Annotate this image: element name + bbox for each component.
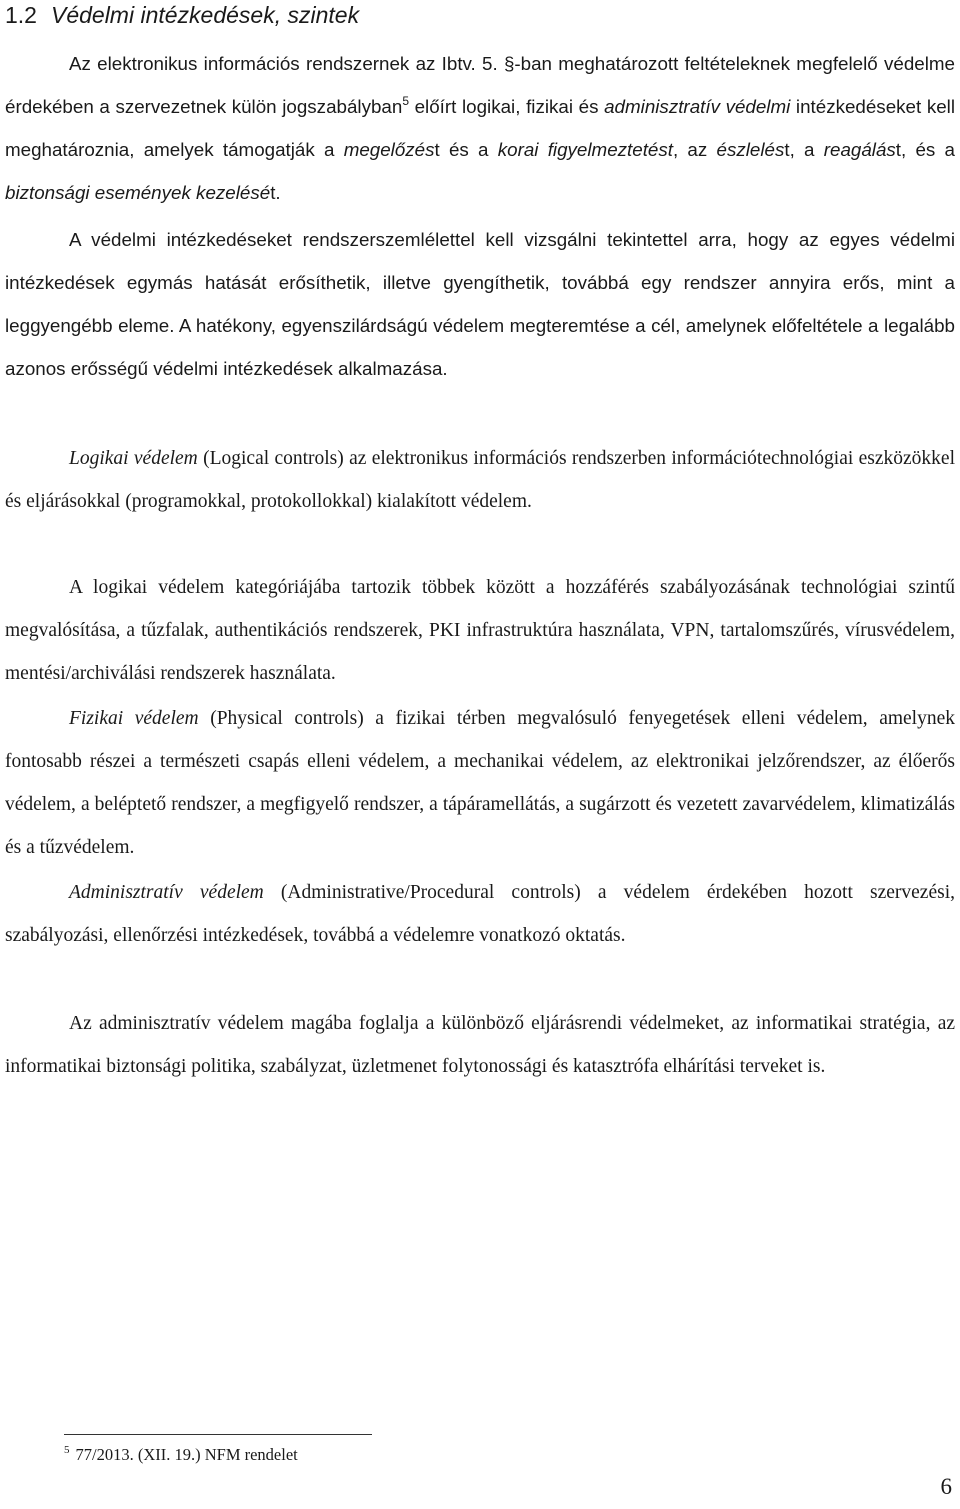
text-run: t. (270, 182, 281, 203)
paragraph-physical-protection (5, 697, 955, 869)
emphasis-text: biztonsági események kezelésé (5, 182, 271, 203)
paragraph-logical-category (5, 566, 955, 695)
footnote-number: 5 (64, 1444, 70, 1456)
paragraph-intro (5, 42, 955, 214)
text-run: Az elektronikus információs rendszernek az Ibtv. 5. §-ban meghatározott feltételeknek megfelelő védelme érdekében a szervezetnek külön jogszabályban (5, 53, 955, 117)
emphasis-text: reagálás (823, 139, 896, 160)
text-run: A logikai védelem kategóriájába tartozik többek között a hozzáférés szabályozásának technológiai szintű megvalósítása, a tűzfalak, authentikációs rendszerek, PKI infrastruktúra használata, VPN, tartalomszűrés, vírusvédelem, mentési/archiválási rendszerek használata. (5, 577, 955, 684)
paragraph-system-view (5, 218, 955, 390)
section-heading (5, 2, 359, 28)
emphasis-text: megelőzés (343, 139, 435, 160)
paragraph-administrative-protection (5, 871, 955, 957)
text-run: előírt logikai, fizikai és (409, 96, 605, 117)
text-run: A védelmi intézkedéseket rendszerszemlélettel kell vizsgálni tekintettel arra, hogy az egyes védelmi intézkedések egymás hatását erősíthetik, illetve gyengíthetik, továbbá egy rendszer annyira erős, mint a leggyengébb eleme. A hatékony, egyenszilárdságú védelem megteremtése a cél, amelynek előfeltétele a legalább azonos erősségű védelmi intézkedések alkalmazása. (5, 229, 955, 379)
text-run: t és a (434, 139, 498, 160)
paragraph-administrative-scope (5, 1002, 955, 1088)
term-logical-protection: Logikai védelem (69, 448, 198, 469)
text-run: (Physical controls) a fizikai térben megvalósuló fenyegetések elleni védelem, amelynek fontosabb részei a természeti csapás elleni védelem, a mechanikai védelem, az elektronikai jelzőrendszer, az élőerős védelem, a beléptető rendszer, a megfigyelő rendszer, a tápáramellátás, a sugárzott és vezetett zavarvédelem, klimatizálás és a tűzvédelem. (5, 708, 956, 858)
emphasis-text: észlelés (716, 139, 785, 160)
text-run: Az adminisztratív védelem magába foglalja a különböző eljárásrendi védelmeket, az informatikai stratégia, az informatikai biztonsági politika, szabályzat, üzletmenet folytonossági és katasztrófa elhárítási terveket is. (5, 1013, 955, 1077)
footnote-text: 77/2013. (XII. 19.) NFM rendelet (75, 1445, 298, 1464)
text-run: t, a (784, 139, 824, 160)
term-administrative-protection: Adminisztratív védelem (69, 882, 264, 903)
emphasis-text: korai figyelmeztetést (497, 139, 673, 160)
text-run: , az (672, 139, 717, 160)
text-run: t, és a (895, 139, 955, 160)
section-number: 1.2 (5, 2, 37, 28)
section-title: Védelmi intézkedések, szintek (50, 2, 360, 28)
text-run: (Logical controls) az elektronikus információs rendszerben információtechnológiai eszközökkel és eljárásokkal (programokkal, protokollokkal) kialakított védelem. (5, 448, 955, 512)
footnote (64, 1443, 298, 1467)
term-physical-protection: Fizikai védelem (69, 708, 199, 729)
text-run: (Administrative/Procedural controls) a védelem érdekében hozott szervezési, szabályozási, ellenőrzési intézkedések, továbbá a védelemre vonatkozó oktatás. (5, 882, 956, 946)
page-number: 6 (940, 1474, 952, 1499)
emphasis-text: adminisztratív védelmi (604, 96, 791, 117)
text-run: intézkedéseket kell meghatároznia, amelyek támogatják a (5, 96, 955, 160)
footnote-divider (64, 1434, 372, 1435)
footnote-reference[interactable]: 5 (402, 94, 409, 108)
paragraph-logical-protection (5, 437, 955, 523)
